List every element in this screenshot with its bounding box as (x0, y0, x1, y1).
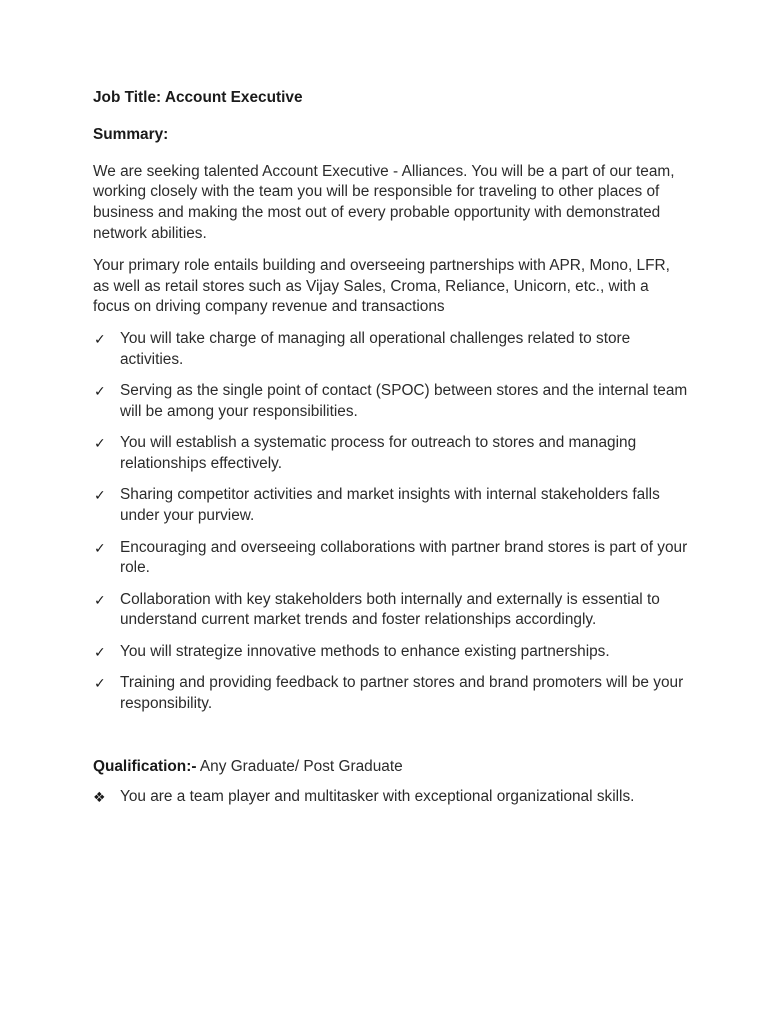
list-item (93, 433, 688, 475)
list-item (93, 538, 688, 580)
list-item-text: Serving as the single point of contact (SPOC) between stores and the internal team will be among your responsibilities. (120, 382, 688, 421)
summary-paragraph: We are seeking talented Account Executive - Alliances. You will be a part of our team, working closely with the team you will be responsible for traveling to other places of business and making the most out of every probable opportunity with demonstrated network abilities. (93, 162, 675, 242)
list-item-text: You will take charge of managing all operational challenges related to store activities. (120, 330, 631, 368)
list-item (93, 590, 688, 632)
checkmark-icon: ✓ (94, 643, 106, 660)
diamond-bullet-icon: ❖ (93, 789, 106, 806)
checkmark-icon: ✓ (94, 383, 106, 400)
job-title: Job Title: Account Executive (93, 89, 303, 106)
list-item (93, 381, 688, 423)
list-item (93, 673, 688, 715)
checkmark-icon: ✓ (94, 591, 106, 608)
list-item (93, 787, 688, 808)
document-body (93, 88, 688, 808)
list-item-text: Training and providing feedback to partner stores and brand promoters will be your responsibility. (120, 674, 684, 712)
checkmark-icon: ✓ (94, 435, 106, 452)
qualification-line (93, 757, 688, 778)
list-item (93, 642, 688, 663)
checkmark-icon: ✓ (94, 675, 106, 692)
list-item (93, 329, 688, 371)
qualification-label: Qualification:- (93, 757, 197, 775)
list-item (93, 485, 688, 527)
summary-heading: Summary: (93, 125, 169, 143)
qualification-value: Any Graduate/ Post Graduate (196, 757, 403, 775)
list-item-text: Sharing competitor activities and market insights with internal stakeholders falls under your purview. (120, 486, 660, 525)
list-item-text: You will establish a systematic process for outreach to stores and managing relationships effectively. (120, 434, 637, 473)
role-paragraph: Your primary role entails building and overseeing partnerships with APR, Mono, LFR, as well as retail stores such as Vijay Sales, Croma, Reliance, Unicorn, etc., with a focus on driving company revenue and transactions (93, 256, 670, 316)
responsibilities-list (93, 329, 688, 714)
list-item-text: Encouraging and overseeing collaborations with partner brand stores is part of your role. (120, 538, 688, 577)
checkmark-icon: ✓ (94, 539, 106, 556)
list-item-text: Collaboration with key stakeholders both internally and externally is essential to understand current market trends and foster relationships accordingly. (120, 590, 660, 629)
list-item-text: You will strategize innovative methods to enhance existing partnerships. (120, 642, 610, 660)
checkmark-icon: ✓ (94, 331, 106, 348)
checkmark-icon: ✓ (94, 487, 106, 504)
list-item-text: You are a team player and multitasker with exceptional organizational skills. (120, 788, 635, 806)
